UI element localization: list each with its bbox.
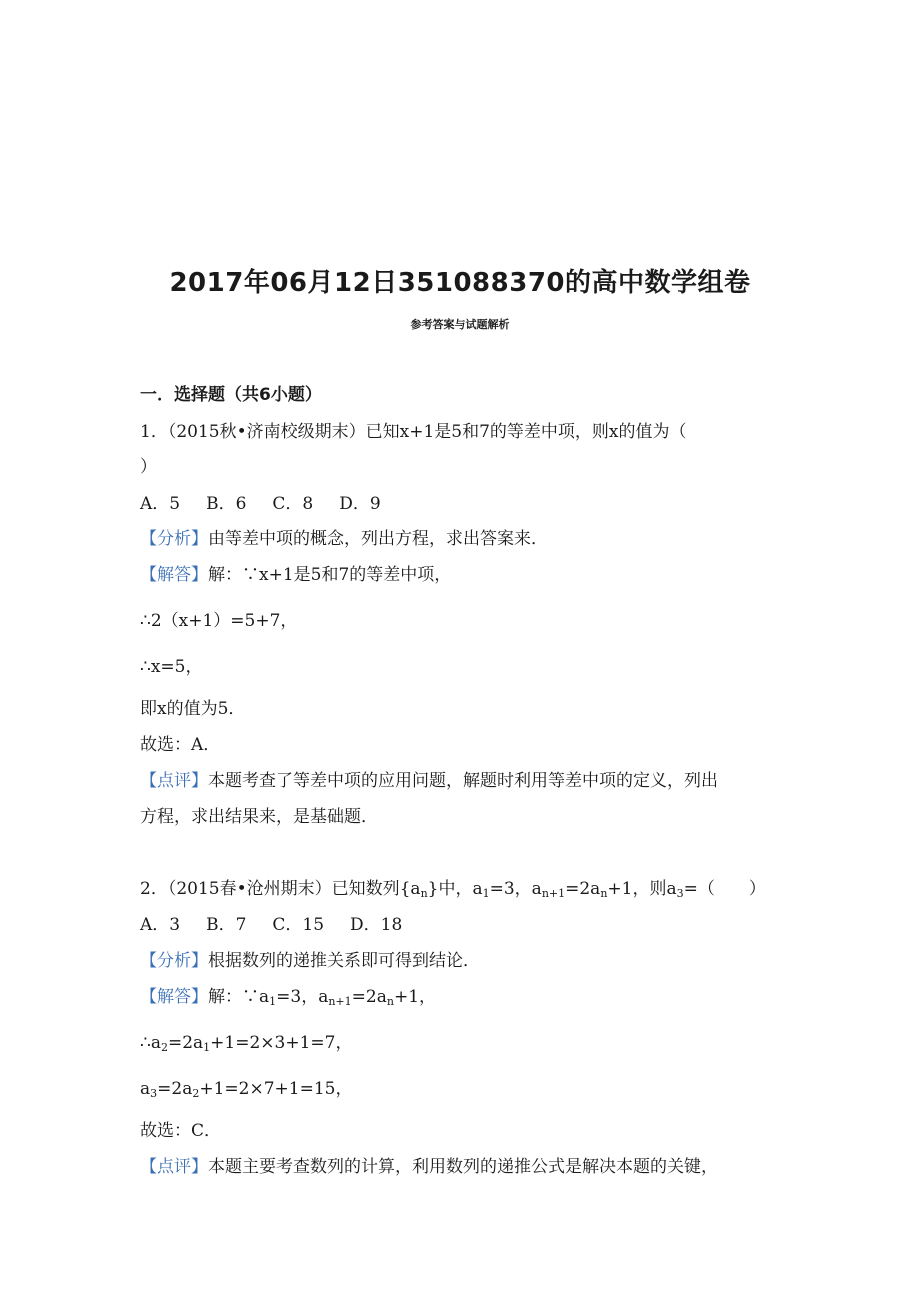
q1-solution (140, 564, 451, 586)
page-subtitle: 参考答案与试题解析 (410, 318, 510, 331)
q2-comment (140, 1156, 718, 1178)
q2-option-a: A．3 (140, 915, 181, 935)
q2-step-text: a (140, 1079, 151, 1099)
q2-stem-text: +1，则a (607, 879, 677, 899)
q2-analysis-text: 根据数列的递推关系即可得到结论． (208, 951, 480, 971)
q2-solution-text: =2a (351, 987, 387, 1007)
subscript: 2 (192, 1087, 200, 1100)
q2-step-text: +1=2×3+1=7， (210, 1033, 353, 1053)
q1-step2: ∴x=5， (140, 657, 203, 677)
q1-stem-line2: ） (140, 457, 157, 477)
q2-comment-line1: 本题主要考查数列的计算，利用数列的递推公式是解决本题的关键， (208, 1157, 718, 1177)
q1-option-b: B．6 (206, 494, 247, 514)
q1-comment-line2: 方程，求出结果来，是基础题． (140, 807, 378, 827)
subscript: 3 (150, 1087, 158, 1100)
solution-tag: 【解答】 (140, 987, 208, 1007)
q2-step-text: ∴a (140, 1033, 161, 1053)
comment-tag: 【点评】 (140, 1157, 208, 1177)
q2-step-text: =2a (167, 1033, 204, 1053)
subscript: 3 (676, 887, 684, 900)
analysis-tag: 【分析】 (140, 529, 208, 549)
q2-solution (140, 986, 436, 1008)
q1-step3: 即x的值为5． (140, 699, 246, 719)
q1-stem-line1: 1．（2015秋•济南校级期末）已知x+1是5和7的等差中项，则x的值为（ (140, 422, 687, 442)
q2-stem-text: =2a (565, 879, 601, 899)
q2-options (140, 914, 428, 936)
q2-solution-text: =3，a (276, 987, 329, 1007)
comment-tag: 【点评】 (140, 771, 208, 791)
q1-option-d: D．9 (339, 494, 381, 514)
q2-step-text: =2a (157, 1079, 193, 1099)
subscript: 2 (160, 1041, 168, 1054)
q1-comment-line1: 本题考查了等差中项的应用问题，解题时利用等差中项的定义，列出 (208, 771, 718, 791)
q2-step-text: +1=2×7+1=15， (199, 1079, 353, 1099)
q1-analysis-text: 由等差中项的概念，列出方程，求出答案来． (208, 529, 548, 549)
q2-step2 (140, 1078, 352, 1100)
q1-comment (140, 770, 718, 792)
section-heading: 一．选择题（共6小题） (140, 385, 322, 405)
q1-options (140, 493, 407, 515)
q1-option-a: A．5 (140, 494, 181, 514)
q2-stem (140, 878, 766, 900)
subscript: n (420, 887, 428, 900)
q2-analysis (140, 950, 480, 972)
q1-option-c: C．8 (272, 494, 314, 514)
q2-option-d: D．18 (350, 915, 403, 935)
q2-solution-text: +1， (393, 987, 437, 1007)
subscript: n (386, 995, 394, 1008)
analysis-tag: 【分析】 (140, 951, 208, 971)
q2-solution-text: 解：∵a (208, 987, 270, 1007)
q1-solution-text: 解：∵x+1是5和7的等差中项， (208, 565, 452, 585)
q2-stem-text: =（ ） (683, 879, 766, 899)
q2-option-b: B．7 (206, 915, 247, 935)
q2-step1 (140, 1032, 352, 1054)
q2-choice: 故选：C． (140, 1121, 222, 1141)
subscript: n+1 (328, 995, 352, 1008)
subscript: 1 (482, 887, 490, 900)
subscript: 1 (269, 995, 277, 1008)
q1-choice: 故选：A． (140, 735, 221, 755)
q2-stem-text: }中，a (427, 879, 483, 899)
q2-option-c: C．15 (272, 915, 325, 935)
subscript: 1 (203, 1041, 211, 1054)
solution-tag: 【解答】 (140, 565, 208, 585)
subscript: n (600, 887, 608, 900)
subscript: n+1 (541, 887, 566, 900)
page-title: 2017年06月12日351088370的高中数学组卷 (169, 268, 751, 298)
q1-analysis (140, 528, 548, 550)
q2-stem-text: =3，a (489, 879, 542, 899)
q2-stem-text: 2．（2015春•沧州期末）已知数列{a (140, 879, 421, 899)
q1-step1: ∴2（x+1）=5+7， (140, 611, 298, 631)
